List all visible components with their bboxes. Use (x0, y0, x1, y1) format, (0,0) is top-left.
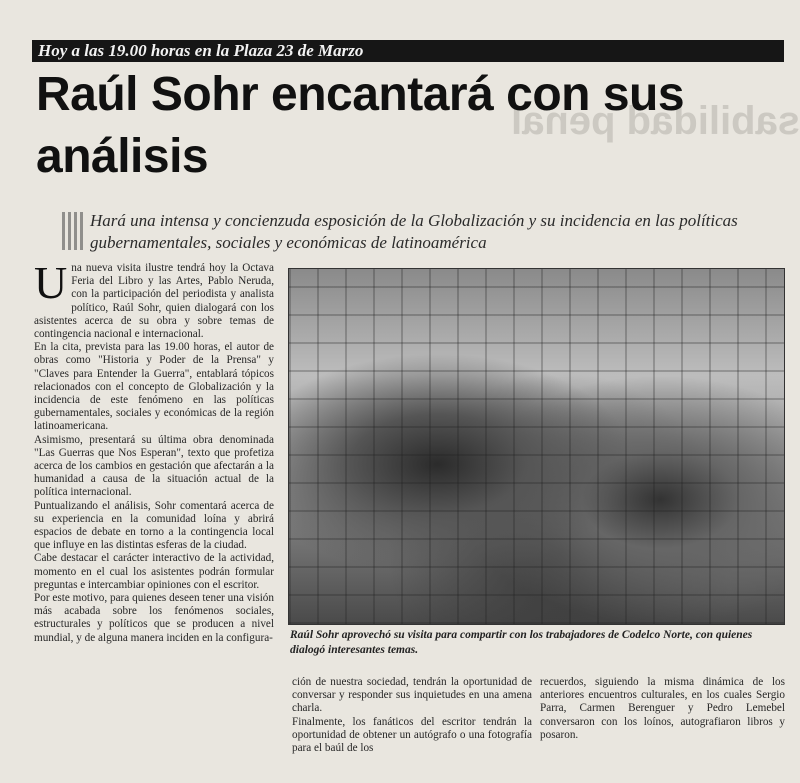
article-column-3 (540, 676, 785, 742)
paragraph: ción de nuestra sociedad, tendrán la oportunidad de conversar y responder sus inquietudes en una amena charla. (292, 676, 532, 715)
paragraph: Finalmente, los fanáticos del escritor tendrán la oportunidad de obtener un autógrafo o una fotografía para el baúl de los (292, 715, 532, 755)
article-column-1 (34, 257, 274, 645)
paragraph: Por este motivo, para quienes deseen tener una visión más acabada sobre los fenómenos sociales, estructurales y políticos que se producen a nivel mundial, y de alguna manera inciden en la configura- (34, 592, 274, 644)
kicker-banner: Hoy a las 19.00 horas en la Plaza 23 de Marzo (32, 40, 784, 62)
paragraph: Puntualizando el análisis, Sohr comentará acerca de su experiencia en la comunidad loína y abrirá espacios de debate en torno a la contingencia local que influye en las distintas esferas de la ciudad. (34, 499, 274, 552)
paragraph: En la cita, prevista para las 19.00 horas, el autor de obras como "Historia y Poder de la Prensa" y "Claves para Entender la Guerra", entablará tópicos relacionados con el concepto de Globalización y la incidencia de este fenómeno en las políticas gubernamentales, sociales y económicas de la región latinoamericana. (34, 341, 274, 433)
article-column-2 (292, 676, 532, 755)
photo-caption: Raúl Sohr aprovechó su visita para compartir con los trabajadores de Codelco Norte, con quienes dialogó interesantes temas. (290, 629, 753, 656)
headline: Raúl Sohr encantará con sus análisis (36, 68, 685, 183)
paragraph: recuerdos, siguiendo la misma dinámica de los anteriores encuentros culturales, en los cuales Sergio Parra, Carmen Berenguer y Pedro Lemebel conversaron con los loínos, autografiaron libros y posaron. (540, 676, 785, 741)
deck: Hará una intensa y concienzuda esposición de la Globalización y su incidencia en las políticas gubernamentales, sociales y económicas de latinoamérica (90, 211, 738, 252)
deck-mark-icon (62, 212, 84, 250)
drop-cap: U (34, 257, 68, 308)
paragraph: Asimismo, presentará su última obra denominada "Las Guerras que Nos Esperan", texto que profetiza acerca de los cambios en gestación que afectarán a la humanidad a causa de la situación actual de la política internacional. (34, 433, 274, 499)
article-photo (288, 268, 785, 625)
paragraph: na nueva visita ilustre tendrá hoy la Octava Feria del Libro y las Artes, Pablo Neruda, con la participación del periodista y analista político, Raúl Sohr, quien dialogará con los asistentes acerca de su obra y sobre temas de contingencia nacional e internacional. (34, 262, 274, 341)
bleed-through-text: sabilidad penal (511, 99, 800, 143)
paragraph: Cabe destacar el carácter interactivo de la actividad, momento en el cual los asistentes podrán formular preguntas e intercambiar opiniones con el escritor. (34, 552, 274, 591)
